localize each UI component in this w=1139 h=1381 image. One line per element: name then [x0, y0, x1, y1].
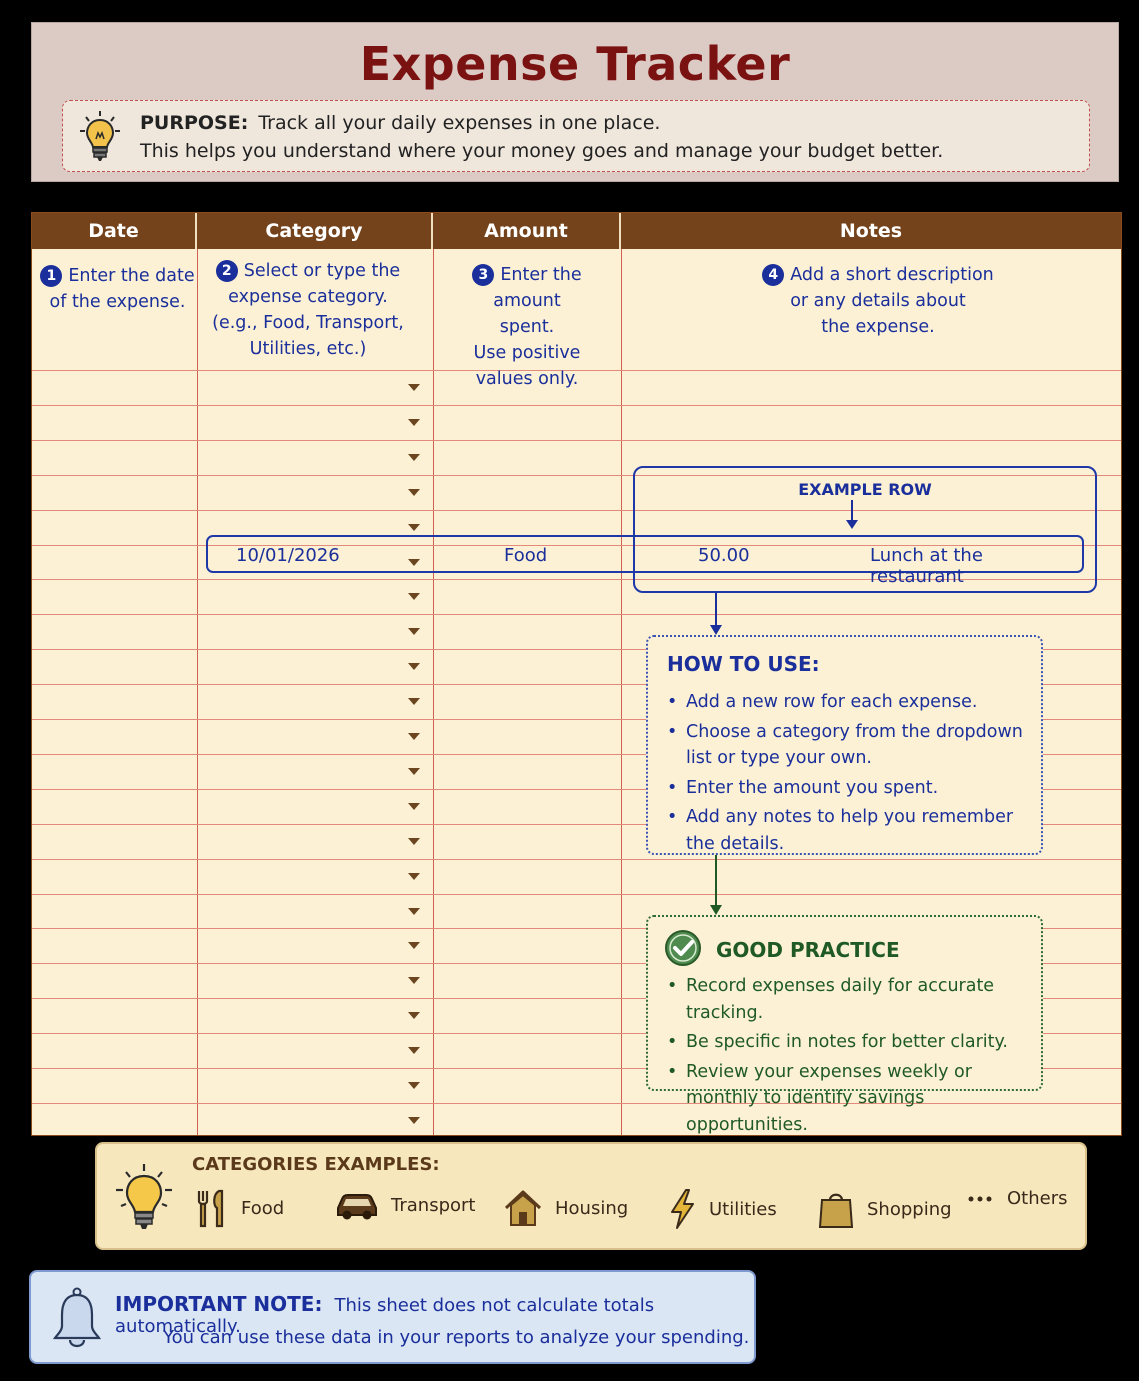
instruction-text: Use positive: [473, 343, 581, 363]
category-label: Housing: [555, 1197, 629, 1219]
purpose-line2: This helps you understand where your money goes and manage your budget better.: [140, 140, 944, 162]
checkmark-icon: [664, 929, 702, 967]
dropdown-arrow-icon[interactable]: [408, 1047, 420, 1054]
dropdown-arrow-icon[interactable]: [408, 873, 420, 880]
category-label: Others: [1007, 1188, 1068, 1209]
category-label: Food: [241, 1197, 285, 1219]
categories-title: CATEGORIES EXAMPLES:: [192, 1154, 440, 1175]
dropdown-arrow-icon[interactable]: [408, 698, 420, 705]
dropdown-arrow-icon[interactable]: [408, 803, 420, 810]
good-practice-list: [667, 973, 1037, 1136]
instruction-amount: [437, 262, 617, 392]
column-header-date[interactable]: Date: [32, 213, 197, 249]
example-date: 10/01/2026: [236, 545, 340, 566]
table-header: [32, 213, 1121, 249]
category-others: [967, 1188, 1068, 1209]
category-housing: [503, 1188, 628, 1228]
how-to-use-list: [667, 689, 1037, 860]
purpose-text: [140, 112, 660, 134]
lightbulb-icon: [113, 1162, 175, 1232]
car-icon: [335, 1188, 379, 1222]
instruction-text: Add a short description: [790, 265, 994, 285]
category-utilities: [667, 1188, 777, 1230]
arrow-down-icon: [709, 593, 723, 637]
dropdown-arrow-icon[interactable]: [408, 384, 420, 391]
expense-sheet: [31, 212, 1122, 1136]
instruction-text: expense category.: [228, 287, 388, 307]
column-divider: [621, 249, 622, 1135]
dropdown-arrow-icon[interactable]: [408, 977, 420, 984]
column-divider: [197, 249, 198, 1135]
lightbulb-icon: [77, 109, 123, 163]
category-label: Transport: [391, 1194, 476, 1216]
categories-examples-panel: [95, 1142, 1087, 1250]
instruction-category: [202, 258, 414, 362]
example-row: [206, 535, 1084, 587]
purpose-line1: Track all your daily expenses in one place.: [258, 112, 661, 134]
category-label: Utilities: [709, 1198, 777, 1220]
dropdown-arrow-icon[interactable]: [408, 524, 420, 531]
instruction-text: Select or type the: [243, 261, 401, 281]
shopping-bag-icon: [817, 1188, 855, 1230]
list-item: • Review your expenses weekly or monthly to identify savings opportunities.: [667, 1059, 1037, 1137]
dropdown-arrow-icon[interactable]: [408, 1117, 420, 1124]
note-label: IMPORTANT NOTE:: [115, 1292, 323, 1316]
lightning-icon: [667, 1188, 697, 1230]
important-note-panel: [29, 1270, 756, 1364]
list-item: • Add a new row for each expense.: [667, 689, 1037, 716]
dropdown-arrow-icon[interactable]: [408, 908, 420, 915]
step-number-badge: 1: [40, 265, 62, 287]
list-item: • Be specific in notes for better clarity.: [667, 1029, 1037, 1056]
category-transport: [335, 1188, 475, 1222]
instruction-text: (e.g., Food, Transport,: [212, 313, 404, 333]
example-row-label: EXAMPLE ROW: [798, 480, 932, 499]
house-icon: [503, 1188, 543, 1228]
list-item: • Choose a category from the dropdown list or type your own.: [667, 719, 1037, 772]
how-to-use-title: HOW TO USE:: [667, 652, 820, 676]
dropdown-arrow-icon[interactable]: [408, 1082, 420, 1089]
dropdown-arrow-icon[interactable]: [408, 489, 420, 496]
example-amount: 50.00: [698, 545, 750, 566]
example-notes: Lunch at the restaurant: [870, 545, 983, 587]
how-to-use-box: [646, 635, 1043, 855]
row-line: [32, 405, 1121, 406]
column-header-category[interactable]: Category: [197, 213, 433, 249]
page-title: Expense Tracker: [359, 37, 791, 91]
column-divider: [433, 249, 434, 1135]
instruction-text: Enter the amount: [493, 265, 582, 311]
fork-knife-icon: [195, 1188, 229, 1228]
step-number-badge: 2: [216, 260, 238, 282]
instruction-text: Enter the date: [68, 266, 195, 286]
category-food: [195, 1188, 284, 1228]
example-category: Food: [504, 545, 548, 566]
dropdown-arrow-icon[interactable]: [408, 838, 420, 845]
row-line: [32, 614, 1121, 615]
step-number-badge: 3: [472, 264, 494, 286]
note-line1: This sheet does not calculate totals automatically.: [115, 1295, 655, 1337]
ellipsis-icon: [967, 1194, 995, 1204]
dropdown-arrow-icon[interactable]: [408, 628, 420, 635]
dropdown-arrow-icon[interactable]: [408, 663, 420, 670]
instruction-notes: [722, 262, 1034, 340]
list-item: • Record expenses daily for accurate tracking.: [667, 973, 1037, 1026]
note-line2: You can use these data in your reports to analyze your spending.: [163, 1327, 750, 1348]
step-number-badge: 4: [762, 264, 784, 286]
instruction-text: spent.: [499, 317, 555, 337]
category-label: Shopping: [867, 1198, 952, 1220]
instruction-text: of the expense.: [49, 292, 186, 312]
instruction-text: Utilities, etc.): [249, 339, 367, 359]
dropdown-arrow-icon[interactable]: [408, 768, 420, 775]
arrow-down-icon: [709, 855, 723, 917]
row-line: [32, 894, 1121, 895]
good-practice-title: GOOD PRACTICE: [716, 938, 900, 962]
instruction-text: values only.: [475, 369, 579, 389]
bell-icon: [51, 1286, 103, 1350]
purpose-box: [62, 100, 1090, 172]
list-item: • Enter the amount you spent.: [667, 775, 1037, 802]
column-header-notes[interactable]: Notes: [839, 220, 903, 242]
instruction-text: the expense.: [821, 317, 935, 337]
dropdown-arrow-icon[interactable]: [408, 1012, 420, 1019]
instruction-text: or any details about: [790, 291, 966, 311]
category-shopping: [817, 1188, 952, 1230]
dropdown-arrow-icon[interactable]: [408, 942, 420, 949]
arrow-down-icon: [845, 500, 859, 530]
dropdown-arrow-icon[interactable]: [408, 733, 420, 740]
header-panel: [31, 22, 1119, 182]
list-item: • Add any notes to help you remember the details.: [667, 804, 1037, 857]
dropdown-arrow-icon[interactable]: [408, 419, 420, 426]
dropdown-arrow-icon[interactable]: [408, 593, 420, 600]
column-header-amount[interactable]: Amount: [433, 213, 621, 249]
row-line: [32, 440, 1121, 441]
instruction-date: [40, 263, 195, 315]
good-practice-box: [646, 915, 1043, 1135]
dropdown-arrow-icon[interactable]: [408, 454, 420, 461]
purpose-label: PURPOSE:: [140, 112, 249, 134]
